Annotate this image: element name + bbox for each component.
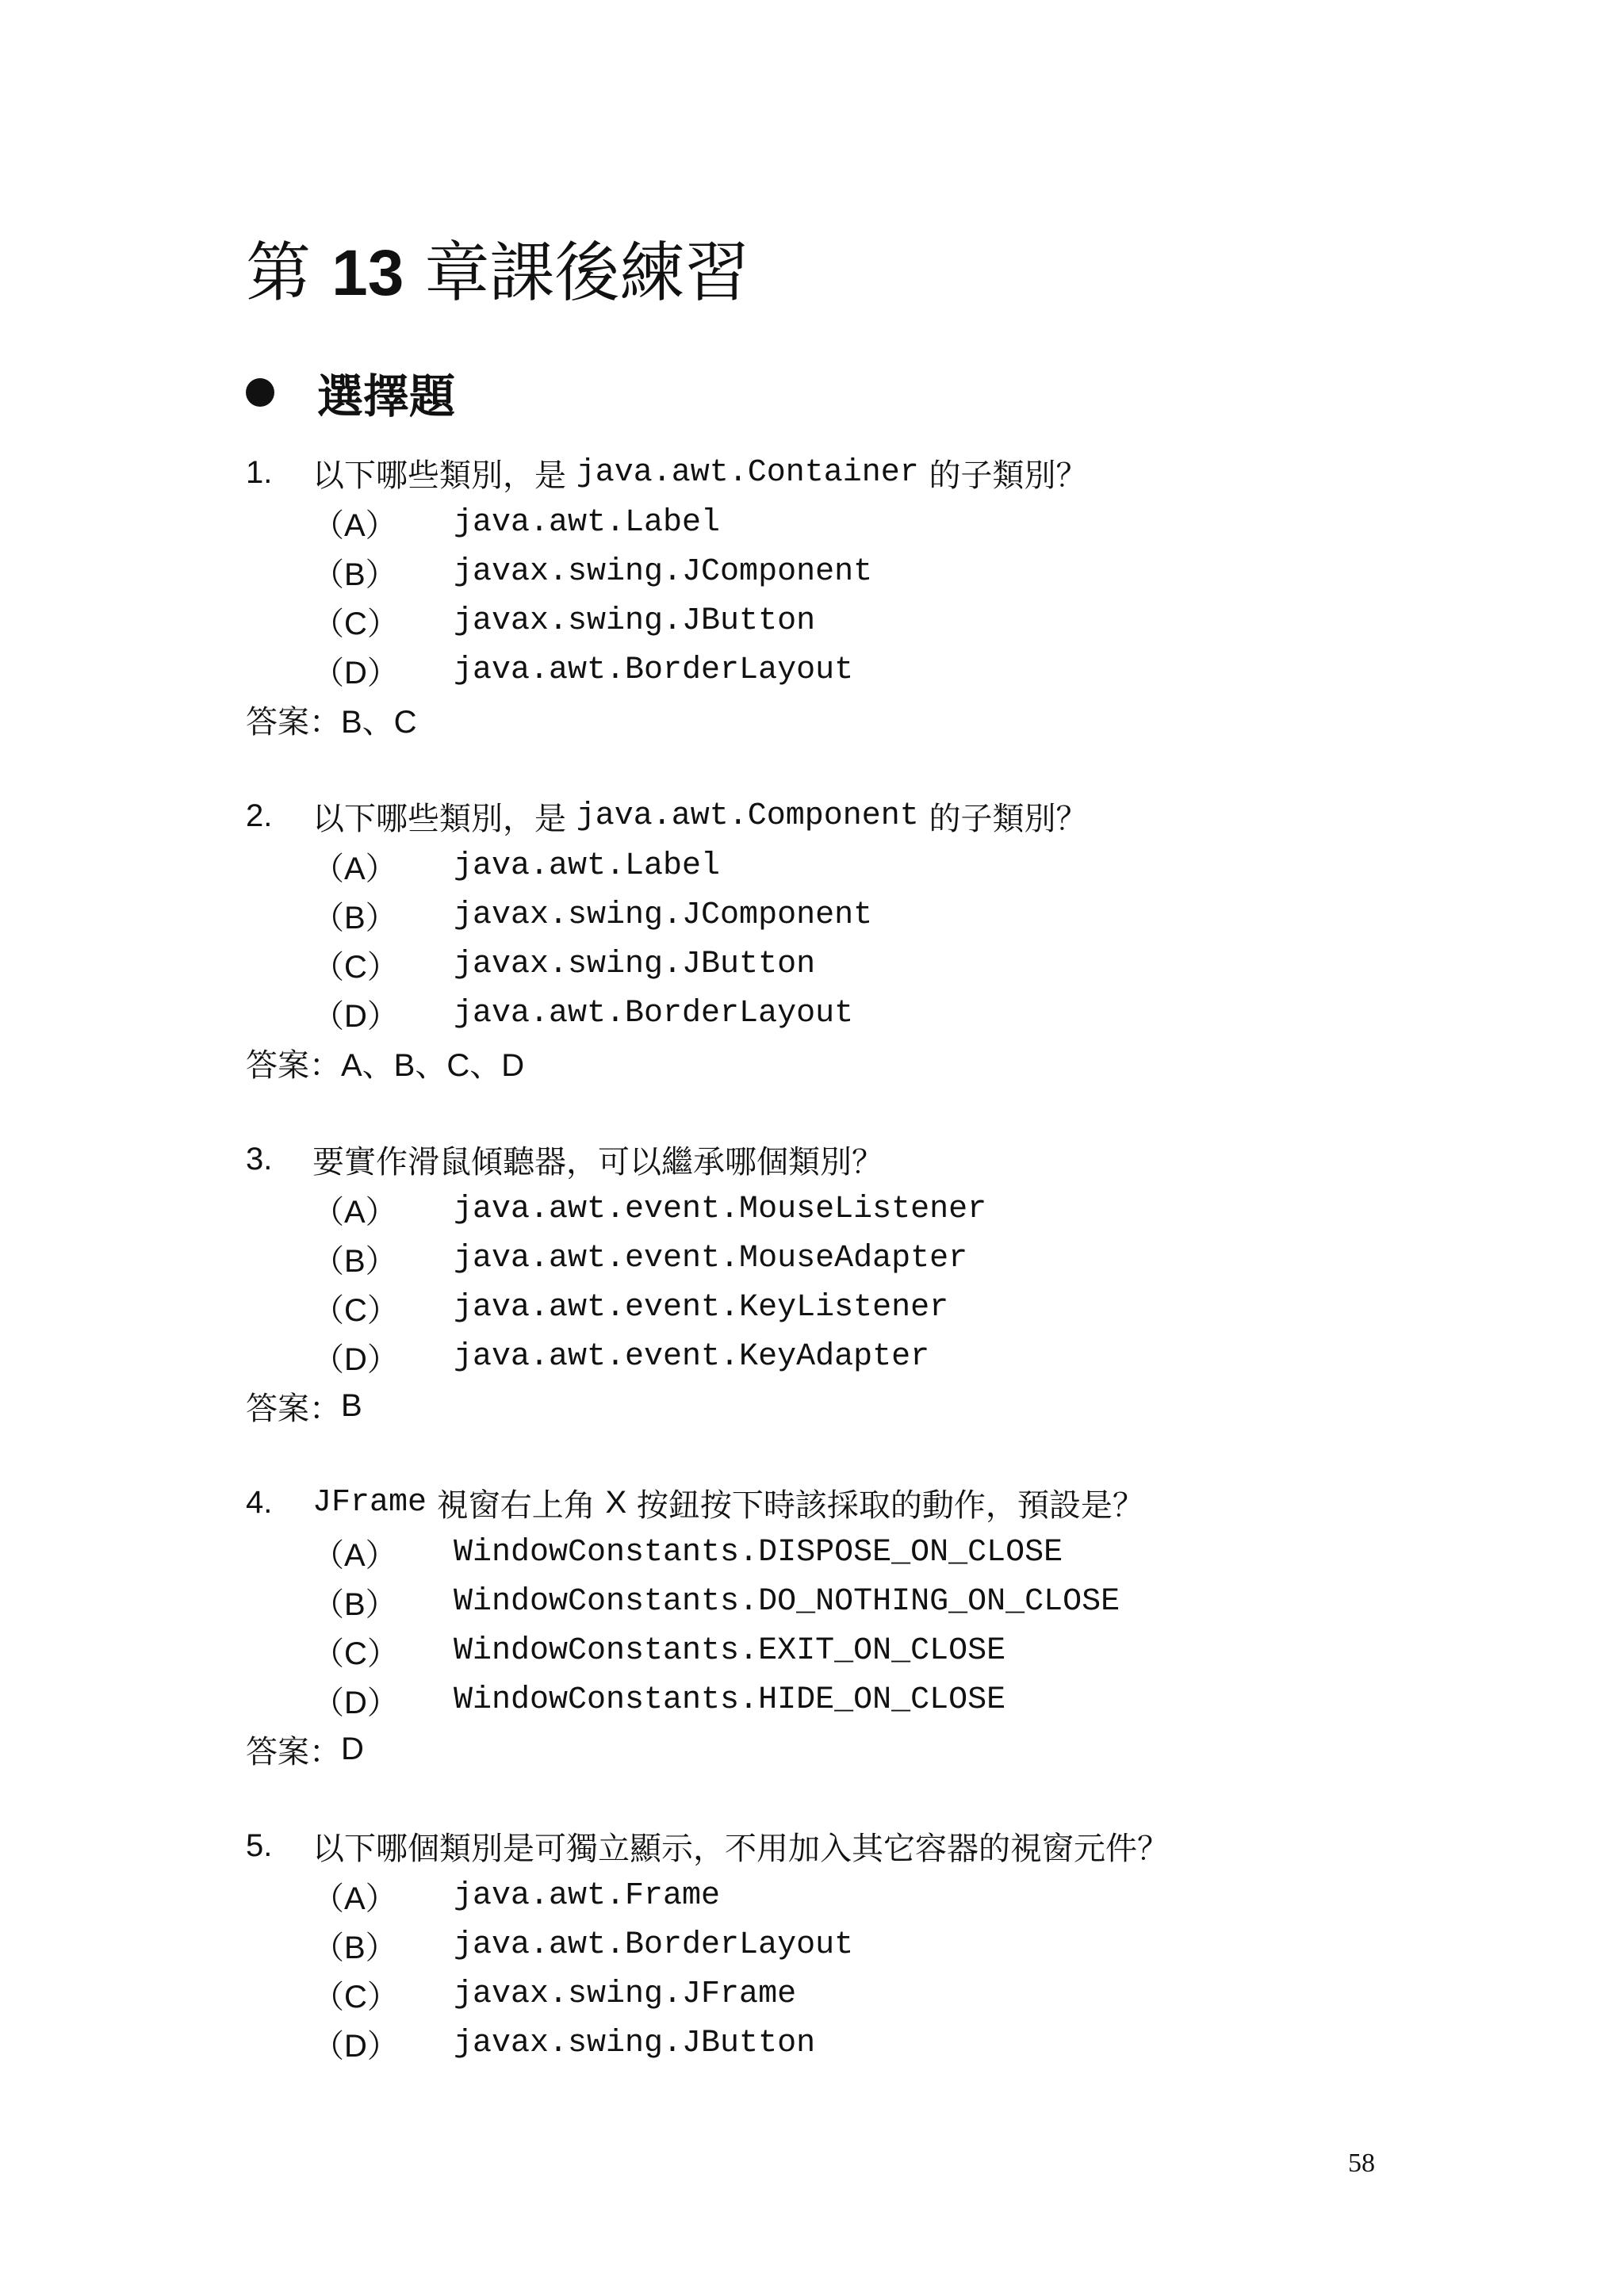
question-number: 5. bbox=[246, 1827, 273, 1863]
option-letter: （B） bbox=[312, 1930, 397, 1965]
option-list bbox=[246, 841, 1515, 1038]
option-item bbox=[246, 1184, 1515, 1234]
answer-value: D bbox=[341, 1731, 364, 1766]
option-text: java.awt.event.KeyAdapter bbox=[454, 1338, 930, 1375]
option-item bbox=[246, 1969, 1515, 2019]
section-label: 選擇題 bbox=[317, 369, 456, 423]
option-item bbox=[246, 989, 1515, 1038]
option-letter: （A） bbox=[312, 851, 397, 886]
answer-value: B bbox=[341, 1387, 362, 1423]
option-item bbox=[246, 890, 1515, 939]
answer-line bbox=[246, 1381, 1515, 1430]
option-letter: （B） bbox=[312, 1586, 397, 1622]
question-segment: 視窗右上角 bbox=[427, 1487, 606, 1524]
option-item bbox=[246, 1871, 1515, 1920]
option-text: java.awt.event.MouseAdapter bbox=[454, 1240, 968, 1276]
question-segment: 要實作滑鼠傾聽器，可以繼承哪個類別？ bbox=[312, 1143, 883, 1181]
question-item bbox=[246, 1821, 1515, 2068]
question-segment: java.awt.Component bbox=[576, 798, 919, 834]
question-item bbox=[246, 791, 1515, 1087]
option-text: java.awt.Frame bbox=[454, 1877, 721, 1914]
question-list bbox=[246, 448, 1515, 2115]
option-item bbox=[246, 596, 1515, 645]
option-letter: （B） bbox=[312, 557, 397, 592]
option-text: javax.swing.JFrame bbox=[454, 1976, 797, 2012]
question-item bbox=[246, 1135, 1515, 1430]
option-item bbox=[246, 645, 1515, 695]
answer-line bbox=[246, 1038, 1515, 1087]
option-item bbox=[246, 939, 1515, 989]
section-heading bbox=[246, 361, 455, 424]
question-segment: java.awt.Container bbox=[576, 454, 919, 491]
option-item bbox=[246, 2019, 1515, 2068]
page-number: 58 bbox=[1348, 2149, 1375, 2178]
question-text bbox=[246, 1135, 1515, 1184]
title-suffix: 章課後練習 bbox=[424, 235, 750, 311]
option-text: java.awt.BorderLayout bbox=[454, 995, 854, 1031]
option-letter: （D） bbox=[312, 655, 399, 691]
question-segment: 的子類別？ bbox=[918, 800, 1088, 837]
option-letter: （C） bbox=[312, 949, 399, 985]
option-text: javax.swing.JButton bbox=[454, 2025, 816, 2061]
option-letter: （D） bbox=[312, 1685, 399, 1720]
option-item bbox=[246, 1234, 1515, 1283]
option-letter: （A） bbox=[312, 1194, 397, 1230]
option-letter: （C） bbox=[312, 1979, 399, 2015]
option-letter: （B） bbox=[312, 1243, 397, 1279]
answer-value: A、B、C、D bbox=[341, 1047, 525, 1083]
option-letter: （D） bbox=[312, 1341, 399, 1377]
option-text: java.awt.Label bbox=[454, 504, 721, 541]
option-text: javax.swing.JComponent bbox=[454, 897, 873, 933]
question-text bbox=[246, 1478, 1515, 1527]
question-number: 3. bbox=[246, 1141, 273, 1177]
option-letter: （A） bbox=[312, 1881, 397, 1916]
option-text: java.awt.BorderLayout bbox=[454, 1927, 854, 1963]
question-segment: 以下哪些類別，是 bbox=[312, 457, 576, 494]
option-text: java.awt.BorderLayout bbox=[454, 652, 854, 688]
question-item bbox=[246, 448, 1515, 744]
answer-line bbox=[246, 1724, 1515, 1774]
option-item bbox=[246, 1577, 1515, 1626]
answer-label: 答案： bbox=[246, 1390, 341, 1427]
option-letter: （B） bbox=[312, 900, 397, 936]
question-number: 4. bbox=[246, 1484, 273, 1520]
option-list bbox=[246, 498, 1515, 695]
option-letter: （C） bbox=[312, 1636, 399, 1671]
option-letter: （C） bbox=[312, 606, 399, 641]
question-segment: 的子類別？ bbox=[918, 457, 1088, 494]
option-list bbox=[246, 1184, 1515, 1381]
option-text: javax.swing.JComponent bbox=[454, 553, 873, 590]
question-item bbox=[246, 1478, 1515, 1774]
chapter-number: 13 bbox=[331, 237, 404, 309]
answer-value: B、C bbox=[341, 704, 417, 740]
question-number: 2. bbox=[246, 798, 273, 833]
option-text: WindowConstants.EXIT_ON_CLOSE bbox=[454, 1632, 1006, 1669]
answer-label: 答案： bbox=[246, 1047, 341, 1084]
option-item bbox=[246, 841, 1515, 890]
question-segment: 按鈕按下時該採取的動作，預設是？ bbox=[626, 1487, 1144, 1524]
bullet-icon bbox=[246, 378, 274, 407]
option-item bbox=[246, 1626, 1515, 1675]
option-list bbox=[246, 1528, 1515, 1724]
option-text: java.awt.event.KeyListener bbox=[454, 1289, 949, 1326]
option-letter: （D） bbox=[312, 998, 399, 1034]
option-letter: （C） bbox=[312, 1292, 399, 1328]
question-segment: X bbox=[605, 1484, 627, 1520]
option-text: WindowConstants.HIDE_ON_CLOSE bbox=[454, 1682, 1006, 1718]
option-item bbox=[246, 547, 1515, 596]
option-list bbox=[246, 1871, 1515, 2068]
question-segment: JFrame bbox=[312, 1484, 427, 1521]
option-letter: （D） bbox=[312, 2028, 399, 2064]
option-text: java.awt.Label bbox=[454, 848, 721, 884]
option-item bbox=[246, 1920, 1515, 1969]
title-prefix: 第 bbox=[246, 235, 312, 311]
question-segment: 以下哪些類別，是 bbox=[312, 800, 576, 837]
answer-line bbox=[246, 695, 1515, 744]
option-item bbox=[246, 1332, 1515, 1381]
question-text bbox=[246, 1821, 1515, 1870]
option-text: javax.swing.JButton bbox=[454, 946, 816, 982]
option-text: java.awt.event.MouseListener bbox=[454, 1191, 987, 1227]
option-text: WindowConstants.DISPOSE_ON_CLOSE bbox=[454, 1534, 1063, 1571]
option-text: javax.swing.JButton bbox=[454, 603, 816, 639]
question-text bbox=[246, 448, 1515, 497]
answer-label: 答案： bbox=[246, 1733, 341, 1770]
option-letter: （A） bbox=[312, 507, 397, 543]
option-letter: （A） bbox=[312, 1537, 397, 1573]
option-text: WindowConstants.DO_NOTHING_ON_CLOSE bbox=[454, 1583, 1120, 1620]
answer-label: 答案： bbox=[246, 703, 341, 740]
question-text bbox=[246, 791, 1515, 840]
option-item bbox=[246, 1283, 1515, 1332]
option-item bbox=[246, 1675, 1515, 1724]
option-item bbox=[246, 498, 1515, 547]
question-segment: 以下哪個類別是可獨立顯示，不用加入其它容器的視窗元件？ bbox=[312, 1830, 1169, 1867]
option-item bbox=[246, 1528, 1515, 1577]
page-title bbox=[246, 230, 749, 317]
question-number: 1. bbox=[246, 454, 273, 490]
